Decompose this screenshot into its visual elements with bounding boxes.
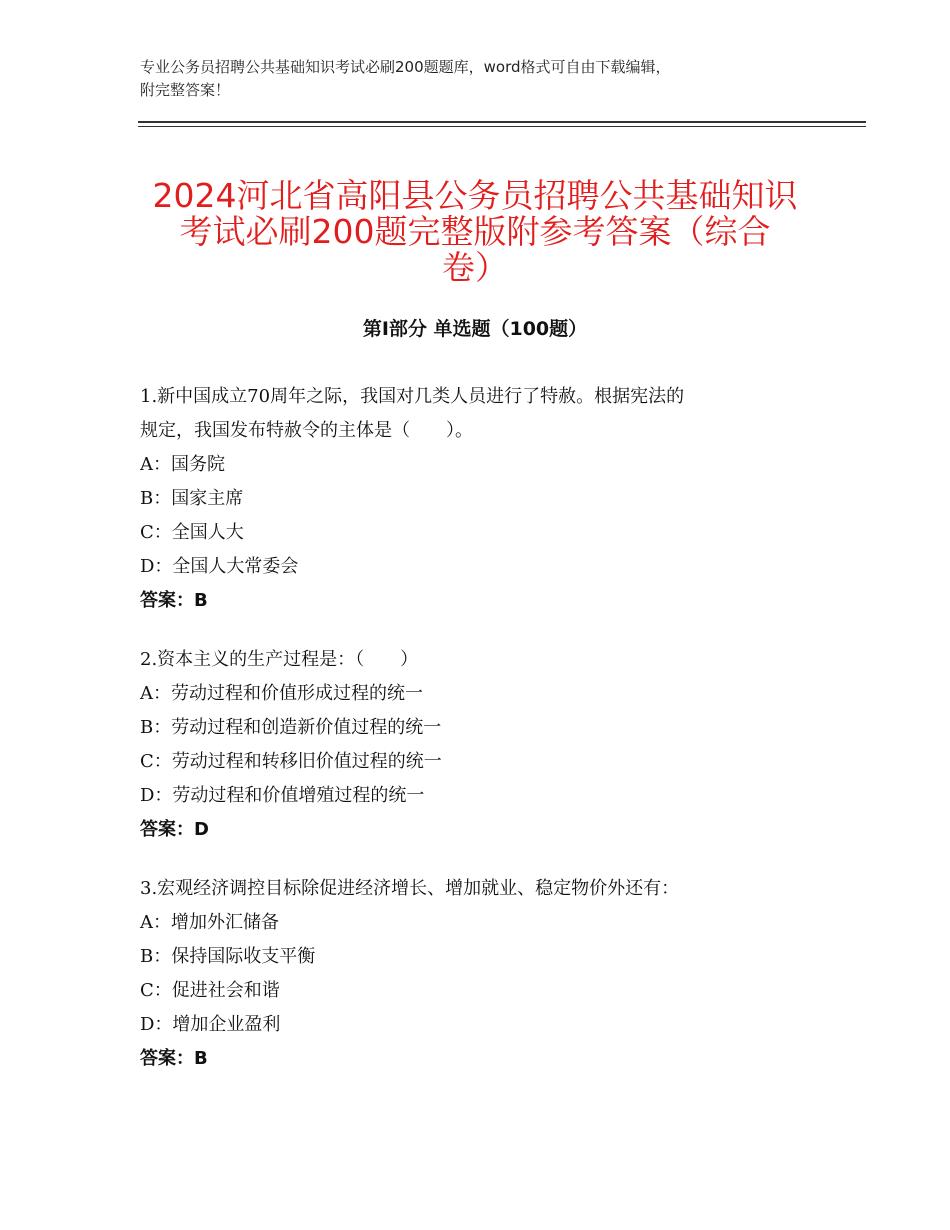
- document-title-line-2: 考试必刷200题完整版附参考答案（综合: [179, 212, 771, 252]
- answer: 答案：D: [140, 819, 209, 840]
- option-b: B：保持国际收支平衡: [140, 946, 316, 967]
- option-d: D：全国人大常委会: [140, 556, 299, 577]
- option-b: B：劳动过程和创造新价值过程的统一: [140, 717, 442, 738]
- section-title: 第Ⅰ部分 单选题（100题）: [362, 318, 588, 340]
- option-b: B：国家主席: [140, 488, 244, 509]
- document-title-line-3: 卷）: [442, 248, 508, 288]
- header-divider-thin: [138, 126, 866, 127]
- question-3: [140, 872, 820, 1076]
- option-c: C：劳动过程和转移旧价值过程的统一: [140, 751, 442, 772]
- option-c: C：促进社会和谐: [140, 980, 280, 1001]
- question-stem: 3.宏观经济调控目标除促进经济增长、增加就业、稳定物价外还有：: [140, 878, 680, 899]
- answer: 答案：B: [140, 1048, 208, 1069]
- question-2: [140, 643, 820, 847]
- question-1: [140, 380, 820, 618]
- header-note-line-1: 专业公务员招聘公共基础知识考试必刷200题题库，word格式可自由下载编辑，: [140, 58, 671, 76]
- question-stem: 2.资本主义的生产过程是：（ ）: [140, 649, 419, 670]
- header-note: [140, 56, 840, 102]
- answer: 答案：B: [140, 590, 208, 611]
- question-stem: 1.新中国成立70周年之际，我国对几类人员进行了特赦。根据宪法的: [140, 386, 685, 407]
- option-a: A：劳动过程和价值形成过程的统一: [140, 683, 423, 704]
- option-a: A：国务院: [140, 454, 225, 475]
- question-stem-continued: 规定，我国发布特赦令的主体是（ ）。: [140, 420, 473, 441]
- option-a: A：增加外汇储备: [140, 912, 279, 933]
- option-d: D：劳动过程和价值增殖过程的统一: [140, 785, 425, 806]
- document-title: [120, 178, 830, 286]
- header-note-line-2: 附完整答案！: [140, 81, 231, 99]
- question-list: [140, 380, 820, 1101]
- option-c: C：全国人大: [140, 522, 244, 543]
- document-title-line-1: 2024河北省高阳县公务员招聘公共基础知识: [152, 176, 798, 216]
- option-d: D：增加企业盈利: [140, 1014, 281, 1035]
- header-divider: [138, 121, 866, 123]
